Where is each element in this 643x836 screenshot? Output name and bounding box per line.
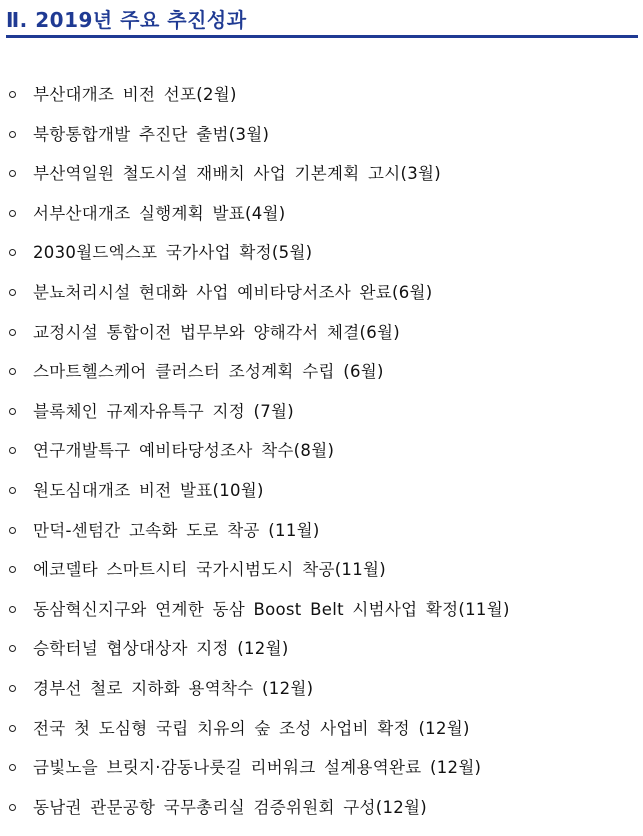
list-item-text: 동남권 관문공항 국무총리실 검증위원회 구성(12월) <box>33 797 428 817</box>
list-item <box>0 84 643 124</box>
list-item-text: 전국 첫 도심형 국립 치유의 숲 조성 사업비 확정 (12월) <box>33 718 470 738</box>
circle-bullet-icon <box>9 487 16 494</box>
list-item <box>0 242 643 282</box>
achievement-list <box>0 84 643 836</box>
circle-bullet-icon <box>9 804 16 811</box>
circle-bullet-icon <box>9 447 16 454</box>
list-item-text: 만덕-센텀간 고속화 도로 착공 (11월) <box>33 520 320 540</box>
circle-bullet-icon <box>9 685 16 692</box>
list-item-text: 동삼혁신지구와 연계한 동삼 Boost Belt 시범사업 확정(11월) <box>33 599 510 619</box>
list-item <box>0 203 643 243</box>
circle-bullet-icon <box>9 368 16 375</box>
list-item-text: 연구개발특구 예비타당성조사 착수(8월) <box>33 441 335 461</box>
list-item <box>0 163 643 203</box>
list-item-text: 승학터널 협상대상자 지정 (12월) <box>33 639 289 659</box>
circle-bullet-icon <box>9 566 16 573</box>
list-item <box>0 440 643 480</box>
list-item-text: 에코델타 스마트시티 국가시범도시 착공(11월) <box>33 560 387 580</box>
list-item <box>0 124 643 164</box>
list-item-text: 부산대개조 비전 선포(2월) <box>33 85 237 104</box>
list-item <box>0 757 643 797</box>
list-item-text: 스마트헬스케어 클러스터 조성계획 수립 (6월) <box>33 362 384 382</box>
list-item <box>0 638 643 678</box>
list-item-text: 서부산대개조 실행계획 발표(4월) <box>33 203 286 223</box>
list-item <box>0 718 643 758</box>
list-item <box>0 599 643 639</box>
section-title: Ⅱ. 2019년 주요 추진성과 <box>6 8 247 32</box>
list-item-text: 블록체인 규제자유특구 지정 (7월) <box>33 401 295 421</box>
circle-bullet-icon <box>9 527 16 534</box>
list-item <box>0 797 643 836</box>
circle-bullet-icon <box>9 210 16 217</box>
list-item <box>0 361 643 401</box>
circle-bullet-icon <box>9 329 16 336</box>
circle-bullet-icon <box>9 249 16 256</box>
section-heading <box>6 8 638 38</box>
circle-bullet-icon <box>9 645 16 652</box>
list-item <box>0 678 643 718</box>
circle-bullet-icon <box>9 408 16 415</box>
list-item-text: 부산역일원 철도시설 재배치 사업 기본계획 고시(3월) <box>33 164 442 184</box>
circle-bullet-icon <box>9 91 16 98</box>
circle-bullet-icon <box>9 725 16 732</box>
list-item <box>0 480 643 520</box>
list-item <box>0 559 643 599</box>
circle-bullet-icon <box>9 289 16 296</box>
circle-bullet-icon <box>9 170 16 177</box>
list-item-text: 북항통합개발 추진단 출범(3월) <box>33 124 270 144</box>
circle-bullet-icon <box>9 764 16 771</box>
list-item <box>0 520 643 560</box>
list-item-text: 금빛노을 브릿지·감동나룻길 리버워크 설계용역완료 (12월) <box>33 758 482 778</box>
list-item <box>0 401 643 441</box>
list-item-text: 경부선 철로 지하화 용역착수 (12월) <box>33 678 314 698</box>
list-item-text: 원도심대개조 비전 발표(10월) <box>33 480 264 500</box>
list-item <box>0 282 643 322</box>
circle-bullet-icon <box>9 606 16 613</box>
circle-bullet-icon <box>9 131 16 138</box>
list-item-text: 교정시설 통합이전 법무부와 양해각서 체결(6월) <box>33 322 400 342</box>
list-item <box>0 322 643 362</box>
list-item-text: 2030월드엑스포 국가사업 확정(5월) <box>33 243 313 263</box>
list-item-text: 분뇨처리시설 현대화 사업 예비타당서조사 완료(6월) <box>33 282 433 302</box>
